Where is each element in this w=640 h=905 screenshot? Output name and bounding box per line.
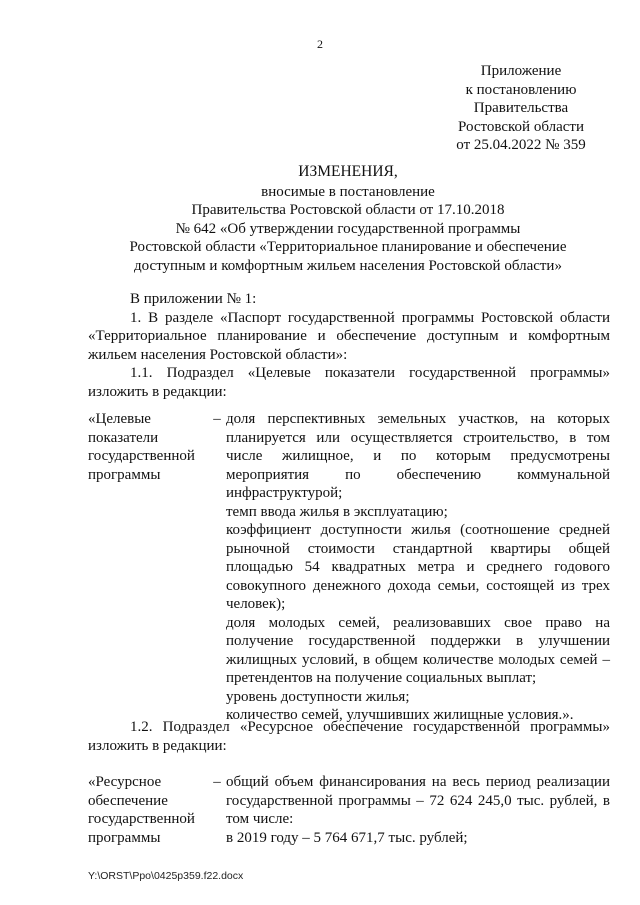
item-1: 1. В разделе «Паспорт государственной программы Ростовской области «Территориальное планирование и обеспечение доступным и комфортным жильем населения Ростовской области»: xyxy=(88,309,610,363)
page-number: 2 xyxy=(317,37,323,51)
label-line: «Целевые xyxy=(88,411,151,427)
label-line: обеспечение xyxy=(88,792,168,809)
indicator-item: количество семей, улучшивших жилищные условия.». xyxy=(226,707,574,723)
item-1-1: 1.1. Подраздел «Целевые показатели государственной программы» изложить в редакции: xyxy=(88,365,610,400)
indicator-item: темп ввода жилья в эксплуатацию; xyxy=(226,503,448,520)
document-title-block xyxy=(88,163,608,275)
title-line: Правительства Ростовской области от 17.10.2018 xyxy=(191,202,505,218)
resources-list xyxy=(226,773,610,847)
item-1-2: 1.2. Подраздел «Ресурсное обеспечение государственной программы» изложить в редакции: xyxy=(88,719,610,754)
title-line: Ростовской области «Территориальное планирование и обеспечение xyxy=(129,239,567,255)
dash-separator: – xyxy=(213,774,221,790)
amendment-intro xyxy=(88,290,610,401)
label-line: программы xyxy=(88,829,161,846)
indicator-item: коэффициент доступности жилья (соотношение средней рыночной стоимости стандартной квартиры общей площадью 54 квадратных метра и среднего годового совокупного денежного дохода семьи, состоящей из трех человек); xyxy=(226,522,610,612)
approval-line: Правительства xyxy=(473,100,569,116)
approval-line: Приложение xyxy=(480,63,562,79)
label-line: «Ресурсное xyxy=(88,774,162,790)
label-line: государственной xyxy=(88,811,195,827)
indicators-label xyxy=(88,410,208,484)
item-1-2-block xyxy=(88,718,610,755)
file-path: Y:\ORST\Ppo\0425p359.f22.docx xyxy=(88,870,244,882)
indicators-list xyxy=(226,410,610,725)
approval-line: к постановлению xyxy=(465,81,577,98)
resource-item: в 2019 году – 5 764 671,7 тыс. рублей; xyxy=(226,829,468,846)
title-line: № 642 «Об утверждении государственной программы xyxy=(175,220,521,237)
title-line: вносимые в постановление xyxy=(261,183,435,200)
document-title: ИЗМЕНЕНИЯ, xyxy=(298,163,398,180)
label-line: государственной xyxy=(88,448,195,464)
indicator-item: уровень доступности жилья; xyxy=(226,688,410,705)
title-line: доступным и комфортным жильем населения Ростовской области» xyxy=(134,257,562,274)
appendix-intro: В приложении № 1: xyxy=(130,291,257,307)
indicator-item: доля перспективных земельных участков, на которых планируется или осуществляется строительство, в том числе жилищное, и по которым предусмотрены мероприятия по обеспечению коммунальной инфраструктурой; xyxy=(226,411,610,501)
indicator-item: доля молодых семей, реализовавших свое право на получение государственной поддержки в улучшении жилищных условий, в общем количестве молодых семей – претендентов на получение социальных выплат; xyxy=(226,614,610,686)
approval-stamp xyxy=(446,62,596,155)
label-line: показатели xyxy=(88,429,159,446)
dash-separator: – xyxy=(213,411,221,427)
approval-line: от 25.04.2022 № 359 xyxy=(456,137,586,153)
resources-label xyxy=(88,773,208,847)
approval-line: Ростовской области xyxy=(458,118,584,135)
label-line: программы xyxy=(88,466,161,483)
resource-item: общий объем финансирования на весь период реализации государственной программы – 72 624 245,0 тыс. рублей, в том числе: xyxy=(226,774,610,827)
